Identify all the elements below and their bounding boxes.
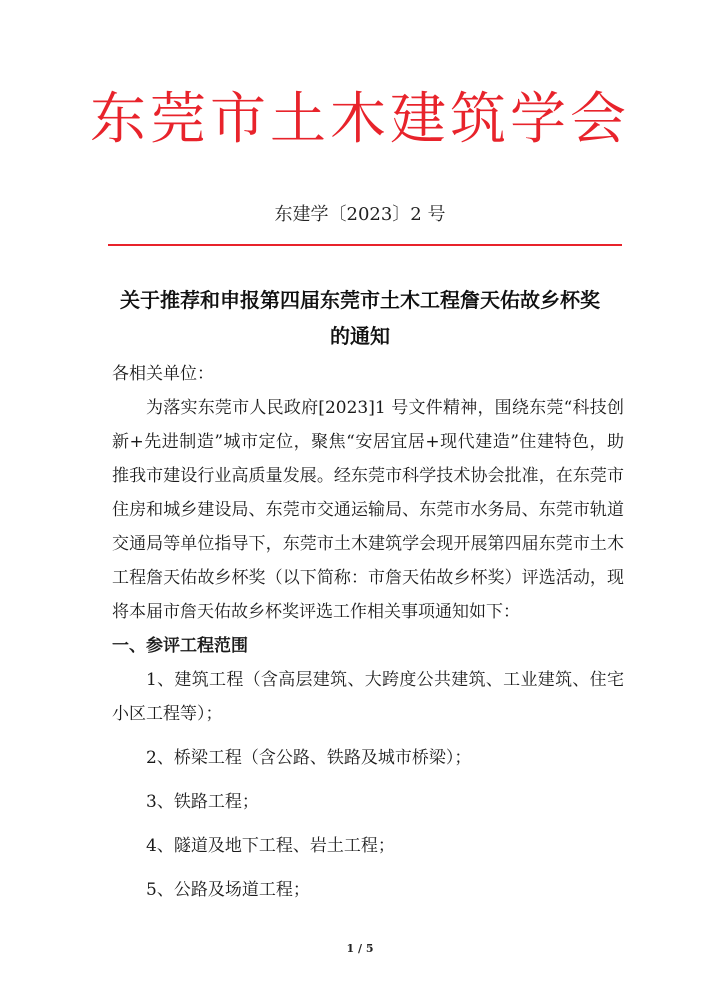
red-divider-line: [108, 244, 622, 246]
notice-title-line1: 关于推荐和申报第四届东莞市土木工程詹天佑故乡杯奖: [120, 288, 600, 312]
page-number: 1 / 5: [346, 942, 374, 955]
list-item: 3、铁路工程；: [146, 792, 259, 812]
intro-paragraph: 为落实东莞市人民政府[2023]1 号文件精神，围绕东莞“科技创新+先进制造”城市定位，聚焦“安居宜居+现代建造”住建特色，助推我市建设行业高质量发展。经东莞市科学技术协会批准，在东莞市住房和城乡建设局、东莞市交通运输局、东莞市水务局、东莞市轨道交通局等单位指导下，东莞市土木建筑学会现开展第四届东莞市土木工程詹天佑故乡杯奖（以下简称：市詹天佑故乡杯奖）评选活动，现将本届市詹天佑故乡杯奖评选工作相关事项通知如下：: [112, 398, 624, 622]
list-item: 5、公路及场道工程；: [146, 880, 310, 900]
list-item: 1、建筑工程（含高层建筑、大跨度公共建筑、工业建筑、住宅小区工程等）；: [112, 670, 624, 724]
section-heading-scope: 一、参评工程范围: [112, 636, 248, 656]
notice-title-line2: 的通知: [330, 324, 390, 348]
notice-title: [0, 282, 720, 354]
notice-body: [112, 357, 624, 907]
list-item: 4、隧道及地下工程、岩土工程；: [146, 836, 395, 856]
org-name-header: 东莞市土木建筑学会: [90, 87, 630, 152]
document-number: 东建学〔2023〕2 号: [274, 204, 446, 225]
list-item: 2、桥梁工程（含公路、铁路及城市桥梁）；: [146, 748, 472, 768]
salutation: 各相关单位：: [112, 364, 214, 384]
